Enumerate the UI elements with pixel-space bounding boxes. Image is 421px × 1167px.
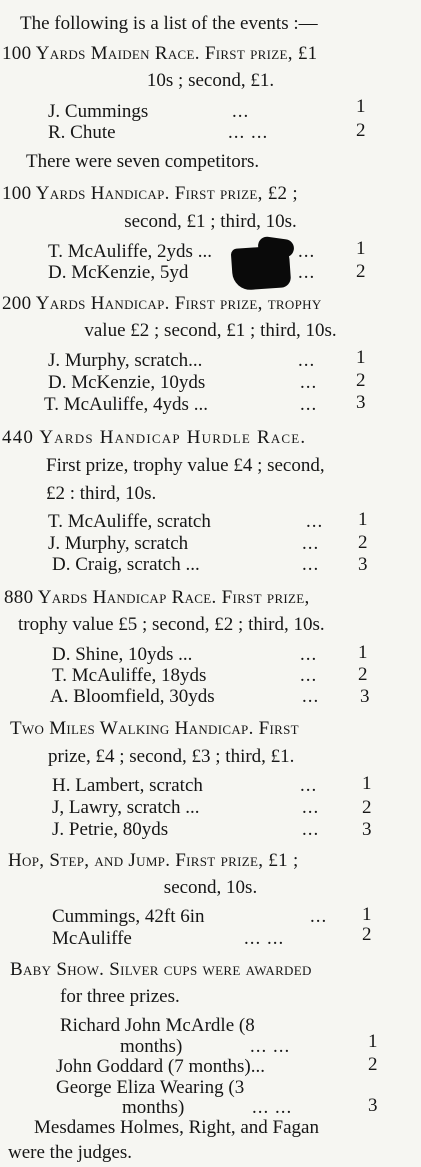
event-title: 10s ; second, £1. — [146, 70, 275, 91]
event-title: 880 Yards Handicap Race. First prize, — [4, 587, 310, 608]
event-title: Two Miles Walking Handicap. First — [10, 718, 299, 739]
event-title: 200 Yards Handicap. First prize, trophy — [2, 293, 322, 314]
result-dots: ... — [300, 775, 318, 796]
result-place: 2 — [362, 797, 372, 818]
event-title: Hop, Step, and Jump. First prize, £1 ; — [8, 850, 299, 871]
result-name: R. Chute — [48, 122, 116, 143]
result-name: Richard John McArdle (8 — [60, 1015, 255, 1036]
result-place: 2 — [356, 120, 366, 141]
result-dots: ... ... — [228, 122, 269, 143]
result-name: George Eliza Wearing (3 — [56, 1077, 245, 1098]
result-name: D. Craig, scratch ... — [52, 554, 200, 575]
event-title: for three prizes. — [60, 986, 180, 1007]
result-name: J. Cummings — [48, 101, 149, 122]
event-title: prize, £4 ; second, £3 ; third, £1. — [48, 746, 295, 767]
result-place: 1 — [368, 1031, 378, 1052]
result-dots: ... — [232, 101, 250, 122]
result-dots: ... — [302, 686, 320, 707]
result-dots: ... — [306, 511, 324, 532]
result-name: D. McKenzie, 5yd — [48, 262, 189, 283]
result-place: 1 — [362, 773, 372, 794]
event-title: second, 10s. — [163, 877, 258, 898]
event-title: trophy value £5 ; second, £2 ; third, 10s. — [18, 614, 325, 635]
result-place: 2 — [368, 1054, 378, 1075]
event-title: 440 Yards Handicap Hurdle Race. — [2, 427, 307, 448]
result-place: 3 — [368, 1095, 378, 1116]
result-place: 1 — [362, 904, 372, 925]
result-dots: ... — [298, 262, 316, 283]
result-place: 2 — [358, 532, 368, 553]
result-place: 1 — [358, 509, 368, 530]
result-dots: ... — [302, 533, 320, 554]
result-place: 2 — [358, 664, 368, 685]
result-dots: ... — [302, 797, 320, 818]
result-name-continued: months) — [120, 1036, 183, 1057]
result-place: 2 — [356, 370, 366, 391]
result-place: 3 — [356, 392, 366, 413]
result-dots: ... ... — [252, 1097, 293, 1118]
result-name: J, Lawry, scratch ... — [52, 797, 200, 818]
event-title: second, £1 ; third, 10s. — [124, 211, 297, 232]
result-place: 2 — [362, 924, 372, 945]
event-title: 100 Yards Maiden Race. First prize, £1 — [2, 43, 318, 64]
closing-text: were the judges. — [8, 1142, 132, 1163]
result-dots: ... — [300, 665, 318, 686]
result-place: 3 — [358, 554, 368, 575]
intro-text: The following is a list of the events :— — [20, 13, 318, 34]
event-note: There were seven competitors. — [26, 151, 260, 172]
result-name: T. McAuliffe, 4yds ... — [44, 394, 208, 415]
result-dots: ... — [298, 350, 316, 371]
result-place: 1 — [356, 96, 366, 117]
result-dots: ... — [300, 644, 318, 665]
event-title: Baby Show. Silver cups were awarded — [10, 959, 312, 980]
result-dots: ... — [300, 372, 318, 393]
result-name: T. McAuliffe, scratch — [48, 511, 211, 532]
result-dots: ... — [298, 241, 316, 262]
result-name: T. McAuliffe, 2yds ... — [48, 241, 212, 262]
result-place: 2 — [356, 261, 366, 282]
result-name: John Goddard (7 months)... — [56, 1056, 265, 1077]
result-name: H. Lambert, scratch — [52, 775, 203, 796]
result-dots: ... — [300, 394, 318, 415]
event-title: 100 Yards Handicap. First prize, £2 ; — [2, 183, 298, 204]
result-name: D. McKenzie, 10yds — [48, 372, 206, 393]
result-dots: ... ... — [244, 928, 285, 949]
result-dots: ... — [302, 819, 320, 840]
result-place: 1 — [356, 347, 366, 368]
closing-text: Mesdames Holmes, Right, and Fagan — [34, 1117, 319, 1138]
result-name: A. Bloomfield, 30yds — [50, 686, 215, 707]
result-name: McAuliffe — [52, 928, 132, 949]
event-title: value £2 ; second, £1 ; third, 10s. — [84, 320, 337, 341]
result-name: D. Shine, 10yds ... — [52, 644, 193, 665]
result-dots: ... — [310, 906, 328, 927]
result-name: J. Murphy, scratch — [48, 533, 189, 554]
result-place: 3 — [360, 686, 370, 707]
result-name: T. McAuliffe, 18yds — [52, 665, 207, 686]
result-place: 1 — [358, 642, 368, 663]
result-place: 1 — [356, 238, 366, 259]
result-name-continued: months) — [122, 1097, 185, 1118]
result-dots: ... ... — [250, 1036, 291, 1057]
result-name: Cummings, 42ft 6in — [52, 906, 205, 927]
result-name: J. Petrie, 80yds — [52, 819, 169, 840]
result-name: J. Murphy, scratch... — [48, 350, 203, 371]
result-place: 3 — [362, 819, 372, 840]
event-title: First prize, trophy value £4 ; second, — [46, 455, 325, 476]
result-dots: ... — [302, 554, 320, 575]
event-title: £2 : third, 10s. — [46, 483, 157, 504]
